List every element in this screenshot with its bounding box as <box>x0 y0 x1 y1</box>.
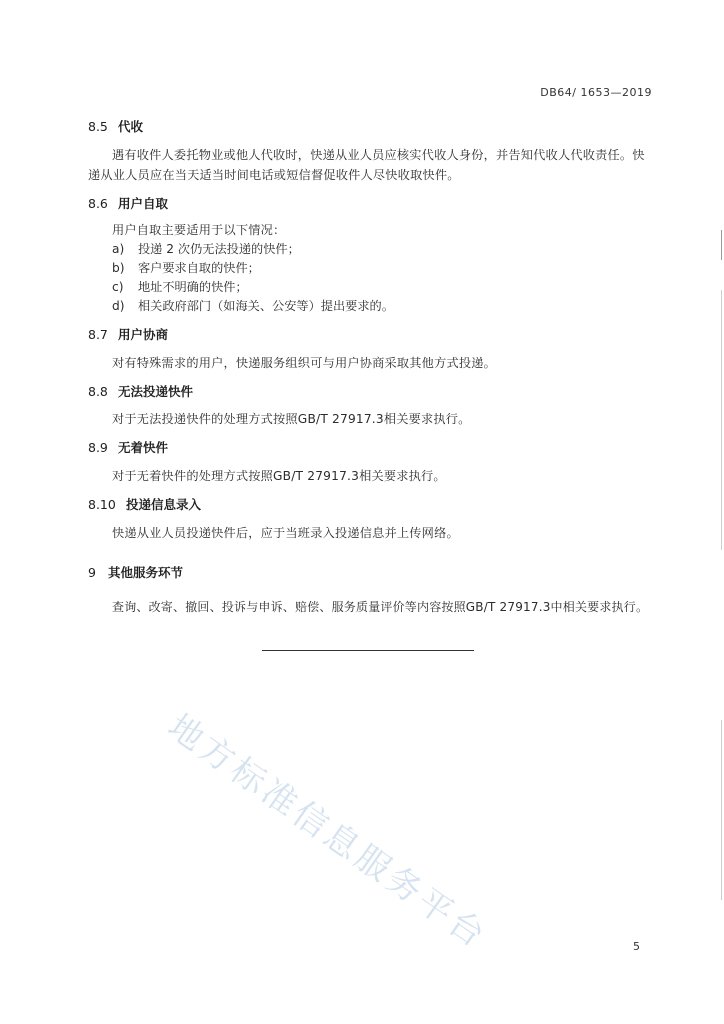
section-title: 投递信息录入 <box>126 497 202 512</box>
section-number: 8.7 <box>88 327 108 342</box>
paragraph-line: 查询、改寄、撤回、投诉与申诉、赔偿、服务质量评价等内容按照GB/T 27917.3中相关要求执行。 <box>112 600 649 614</box>
list-item <box>112 297 394 314</box>
list-text: 投递 2 次仍无法投递的快件； <box>138 242 300 256</box>
section-heading-8-6 <box>88 194 168 212</box>
section-number: 8.8 <box>88 384 108 399</box>
paragraph-line: 用户自取主要适用于以下情况： <box>112 223 286 237</box>
paragraph-line: 快递从业人员投递快件后，应于当班录入投递信息并上传网络。 <box>112 526 459 540</box>
page-number: 5 <box>633 940 640 953</box>
paragraph-line: 对于无着快件的处理方式按照GB/T 27917.3相关要求执行。 <box>112 469 446 483</box>
section-heading-8-7 <box>88 325 168 343</box>
section-heading-9 <box>88 563 183 581</box>
scan-edge-mark <box>721 230 722 260</box>
section-title: 代收 <box>118 119 144 134</box>
end-rule <box>262 650 474 651</box>
paragraph-line: 遇有收件人委托物业或他人代收时，快递从业人员应核实代收人身份，并告知代收人代收责任。快 <box>112 148 645 162</box>
section-title: 用户自取 <box>118 196 169 211</box>
section-title: 无着快件 <box>118 440 169 455</box>
section-number: 8.9 <box>88 440 108 455</box>
section-heading-8-5 <box>88 117 143 135</box>
paragraph-line: 对于无法投递快件的处理方式按照GB/T 27917.3相关要求执行。 <box>112 412 471 426</box>
watermark-text: 地方标准信息服务平台 <box>160 706 495 958</box>
scan-edge-mark <box>721 290 722 550</box>
list-item <box>112 278 248 295</box>
section-number: 9 <box>88 565 96 580</box>
section-title: 用户协商 <box>118 327 169 342</box>
list-text: 相关政府部门（如海关、公安等）提出要求的。 <box>138 299 394 313</box>
list-marker: b) <box>112 261 125 275</box>
section-title: 无法投递快件 <box>118 384 194 399</box>
section-heading-8-9 <box>88 438 168 456</box>
section-number: 8.6 <box>88 196 108 211</box>
list-text: 客户要求自取的快件； <box>138 261 260 275</box>
section-heading-8-10 <box>88 495 201 513</box>
section-number: 8.5 <box>88 119 108 134</box>
list-item <box>112 259 260 276</box>
list-marker: c) <box>112 280 124 294</box>
list-text: 地址不明确的快件； <box>138 280 248 294</box>
section-title: 其他服务环节 <box>108 565 184 580</box>
section-number: 8.10 <box>88 497 116 512</box>
list-marker: a) <box>112 242 125 256</box>
document-code: DB64/ 1653—2019 <box>540 86 652 99</box>
paragraph-line: 对有特殊需求的用户，快递服务组织可与用户协商采取其他方式投递。 <box>112 356 497 370</box>
section-heading-8-8 <box>88 382 193 400</box>
list-marker: d) <box>112 299 125 313</box>
scan-edge-mark <box>721 720 722 900</box>
list-item <box>112 240 300 257</box>
paragraph-line: 递从业人员应在当天适当时间电话或短信督促收件人尽快收取快件。 <box>88 168 460 182</box>
